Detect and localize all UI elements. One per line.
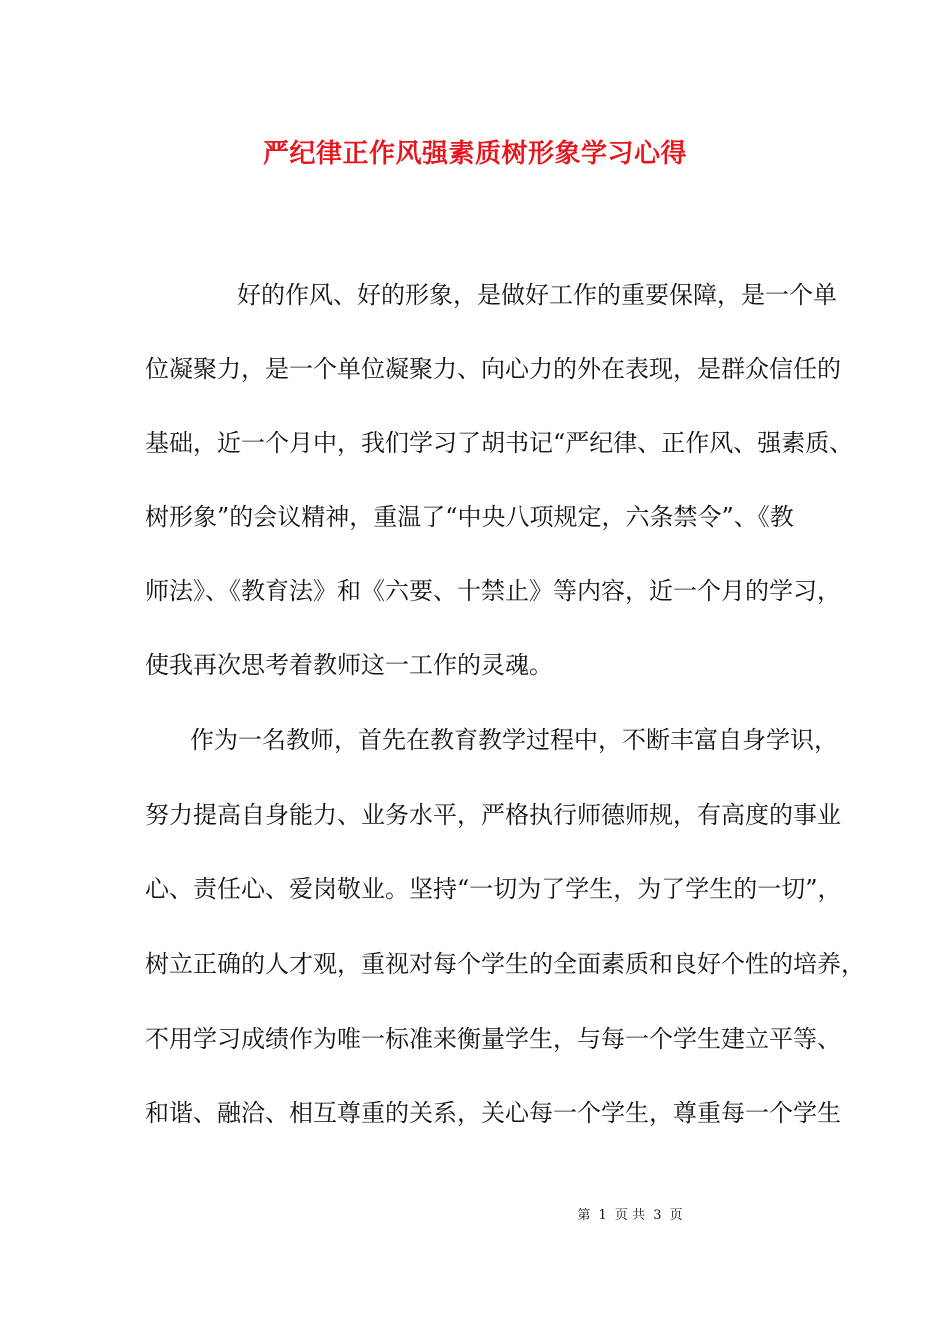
paragraph-line: 树立正确的人才观，重视对每个学生的全面素质和良好个性的培养， <box>145 950 865 978</box>
footer-suffix: 页 <box>669 1208 683 1223</box>
footer-middle: 页 共 <box>614 1208 646 1223</box>
footer-current-page: 1 <box>598 1208 607 1223</box>
document-title: 严纪律正作风强素质树形象学习心得 <box>262 139 687 169</box>
paragraph-line: 使我再次思考着教师这一工作的灵魂。 <box>145 651 553 679</box>
paragraph-line: 作为一名教师，首先在教育教学过程中，不断丰富自身学识， <box>190 726 838 754</box>
paragraph-line: 心、责任心、爱岗敬业。坚持“一切为了学生，为了学生的一切”， <box>145 875 842 903</box>
paragraph-line: 位凝聚力，是一个单位凝聚力、向心力的外在表现，是群众信任的 <box>145 355 841 383</box>
paragraph-line: 树形象”的会议精神，重温了“中央八项规定，六条禁令”、《教 <box>145 503 794 531</box>
footer-prefix: 第 <box>577 1208 591 1223</box>
paragraph-line: 师法》、《教育法》和《六要、十禁止》等内容，近一个月的学习， <box>145 577 841 605</box>
footer-total-pages: 3 <box>653 1208 662 1223</box>
paragraph-line: 基础，近一个月中，我们学习了胡书记“严纪律、正作风、强素质、 <box>145 429 854 457</box>
paragraph-line: 不用学习成绩作为唯一标准来衡量学生，与每一个学生建立平等、 <box>145 1025 841 1053</box>
page-number-footer <box>0 1206 950 1226</box>
paragraph-line: 好的作风、好的形象，是做好工作的重要保障，是一个单 <box>237 281 837 309</box>
paragraph-line: 努力提高自身能力、业务水平，严格执行师德师规，有高度的事业 <box>145 801 841 829</box>
paragraph-line: 和谐、融洽、相互尊重的关系，关心每一个学生，尊重每一个学生 <box>145 1099 841 1127</box>
